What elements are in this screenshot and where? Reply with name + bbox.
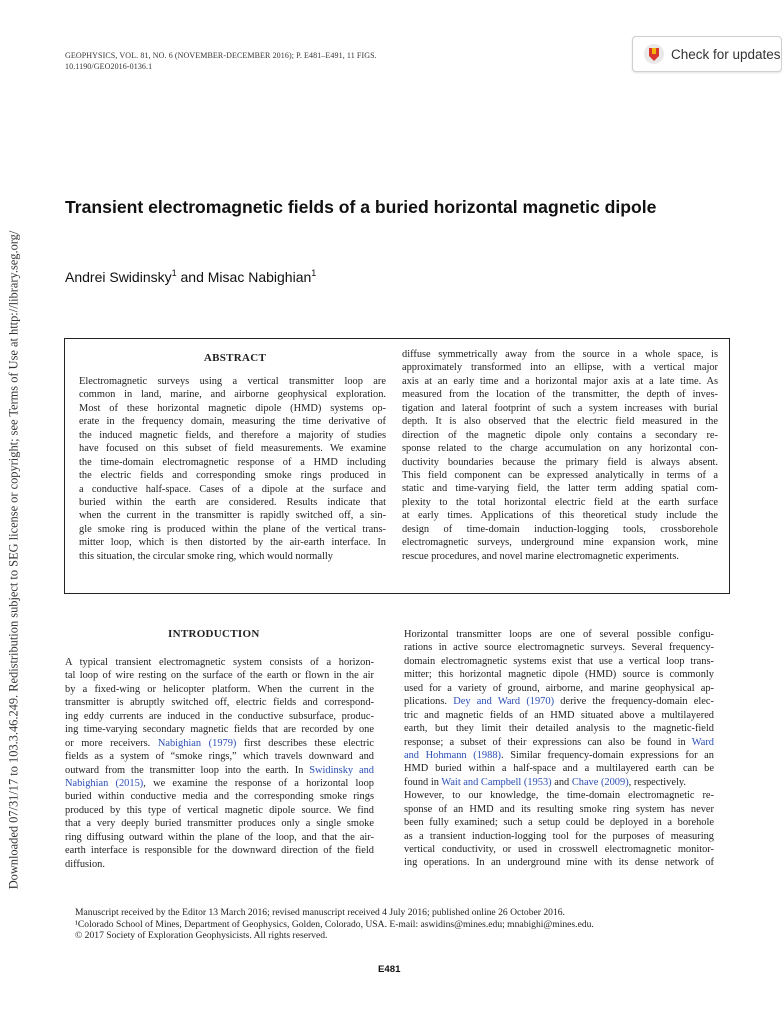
text-line: ductivity boundaries because the primary field is always absent. [402, 456, 718, 468]
text-line: design of time-domain induction-logging tools, crossborehole [402, 523, 718, 535]
text-fragment: ing eddy currents are induced in the conductive subsurface, produc- [65, 710, 374, 722]
text-line [404, 668, 714, 681]
copyright-notice: © 2017 Society of Exploration Geophysicists. All rights reserved. [75, 930, 328, 942]
text-line [65, 858, 374, 871]
text-fragment: tric and magnetic fields of an HMD situated above a multilayered [404, 709, 714, 721]
text-line [65, 804, 374, 817]
text-line [404, 749, 714, 762]
text-line: This field component can be expressed analytically in terms of a [402, 469, 718, 481]
text-fragment: HMD buried within a half-space and a multilayered earth can be [404, 763, 714, 775]
text-fragment: earth, but they limit their detailed analysis to the magnetic-field [404, 723, 714, 735]
text-line [404, 803, 714, 816]
text-line [404, 736, 714, 749]
text-line: sponse related to the charge accumulation on any horizontal con- [402, 443, 718, 455]
check-for-updates-label: Check for updates [671, 46, 781, 62]
text-line [404, 695, 714, 708]
manuscript-dates: Manuscript received by the Editor 13 March 2016; revised manuscript received 4 July 2016; published online 26 October 2016. [75, 907, 565, 918]
text-fragment: A typical transient electromagnetic system consists of a horizon- [65, 657, 374, 668]
text-fragment: ing operations. In an underground mine with its dense network of [404, 857, 714, 869]
text-fragment: derive the frequency-domain elec- [554, 696, 714, 708]
section-heading-introduction: INTRODUCTION [168, 628, 260, 640]
text-line: measured from the location of the transmitter, the depth of inves- [402, 389, 718, 401]
text-line [65, 817, 374, 830]
text-line: Most of these horizontal magnetic dipole (HMD) systems op- [79, 402, 386, 414]
journal-citation: GEOPHYSICS, VOL. 81, NO. 6 (NOVEMBER-DECEMBER 2016); P. E481–E491, 11 FIGS. [65, 51, 377, 60]
text-line: common in land, marine, and airborne geophysical exploration. [79, 389, 386, 401]
text-fragment: used for a variety of ground, airborne, and marine geophysical ap- [404, 682, 714, 694]
text-line [65, 750, 374, 763]
text-fragment: buried within conductive media and the corresponding smoke rings [65, 791, 374, 803]
text-line [65, 683, 374, 696]
text-fragment: or more receivers. [65, 737, 158, 749]
abstract-right-column [402, 348, 718, 563]
text-line [65, 844, 374, 857]
text-line: electromagnetic surveys, underground mine expansion work, mine [402, 537, 718, 549]
text-fragment: However, to our knowledge, the time-domain electromagnetic re- [404, 790, 714, 802]
text-line [404, 762, 714, 775]
check-for-updates-button[interactable] [632, 36, 782, 72]
text-line [65, 737, 374, 750]
citation-link[interactable]: Nabighian (2015) [65, 777, 144, 789]
citation-link[interactable]: Chave (2009) [571, 776, 629, 788]
text-line: the electric fields and corresponding smoke rings produced in [79, 470, 386, 482]
abstract-heading: ABSTRACT [203, 352, 267, 364]
text-line: a conductive half-space. Cases of a dipole at the surface and [79, 483, 386, 495]
text-line: have focused on this subset of field measurements. We examine [79, 443, 386, 455]
text-line: direction of the magnetic dipole only contains a secondary re- [402, 429, 718, 441]
text-line: tigation and lateral footprint of such a system increases with burial [402, 402, 718, 414]
text-fragment: diffusion. [65, 858, 105, 870]
text-line [404, 682, 714, 695]
text-fragment: tal loop of wire resting on the surface of the earth or flown in the air [65, 670, 374, 682]
text-line: mitter loop, which is then distorted by the air-earth interface. In [79, 537, 386, 549]
text-line: the time-domain electromagnetic response of a HMD including [79, 456, 386, 468]
author-name: Misac Nabighian [207, 269, 312, 285]
text-line [404, 655, 714, 668]
text-line [65, 777, 374, 790]
text-line: plexity to the total horizontal electric field at the earth surface [402, 496, 718, 508]
page-number: E481 [378, 964, 401, 975]
text-line [404, 776, 714, 789]
citation-link[interactable]: Dey and Ward (1970) [453, 696, 555, 708]
paper-title: Transient electromagnetic fields of a buried horizontal magnetic dipole [65, 197, 657, 217]
text-fragment: and [551, 776, 572, 788]
text-fragment: that a very deeply buried transmitter produces only a single smoke [65, 818, 374, 830]
text-fragment: found in [404, 776, 442, 788]
text-line: erate in the frequency domain, measuring the time derivative of [79, 416, 386, 428]
crossmark-icon [643, 43, 665, 65]
author-affiliation-mark: 1 [171, 268, 177, 278]
text-fragment: mitter; this horizontal magnetic dipole (HMD) source is commonly [404, 669, 714, 681]
text-line [404, 709, 714, 722]
text-line: approximately transformed into an ellipse, with a vertical major [402, 362, 718, 374]
text-line [404, 816, 714, 829]
text-fragment: first describes these electric [236, 737, 374, 749]
text-line [65, 723, 374, 736]
text-fragment: ing time-varying secondary magnetic fields that are recorded by one [65, 724, 374, 736]
text-fragment: as a transient induction-logging tool for the purposes of measuring [404, 830, 714, 842]
text-line [404, 856, 714, 869]
text-line [65, 790, 374, 803]
text-fragment: , respectively. [628, 776, 686, 788]
journal-doi: 10.1190/GEO2016-0136.1 [65, 62, 153, 71]
text-fragment: sponse of an HMD and its resulting smoke ring system has never [404, 803, 714, 815]
citation-link[interactable]: Ward [691, 736, 714, 748]
text-fragment: earth interface is responsible for the downward direction of the field [65, 845, 374, 857]
introduction-right-column [404, 628, 714, 870]
text-fragment: Horizontal transmitter loops are one of several possible configu- [404, 629, 714, 640]
text-line: Electromagnetic surveys using a vertical transmitter loop are [79, 376, 386, 387]
text-line: axis at an early time and a horizontal major axis at a late time. As [402, 375, 718, 387]
author-joiner: and [176, 269, 208, 285]
text-fragment: . Similar frequency-domain expressions for an [500, 749, 714, 761]
text-line [65, 710, 374, 723]
text-line [65, 669, 374, 682]
text-line [65, 764, 374, 777]
text-fragment: vertical conductivity, or used in crosswell electromagnetic monitor- [404, 844, 714, 855]
text-line [65, 696, 374, 709]
text-fragment: transmitter is abruptly switched off, electric fields and correspond- [65, 697, 374, 709]
citation-link[interactable]: Swidinsky and [309, 764, 374, 776]
text-fragment: plications. [404, 696, 454, 708]
author-name: Andrei Swidinsky [65, 269, 172, 285]
author-affiliation-mark: 1 [311, 268, 317, 278]
text-line: buried within the earth are considered. Results indicate that [79, 496, 386, 508]
text-line: this situation, the circular smoke ring, which would normally [79, 550, 333, 562]
abstract-left-column [79, 375, 386, 563]
text-fragment: produced by this type of vertical magnetic dipole source. We find [65, 804, 374, 816]
introduction-left-column [65, 656, 374, 871]
text-line: diffuse symmetrically away from the source in a whole space, is [402, 349, 718, 360]
text-line [404, 641, 714, 654]
text-line: rescue procedures, and novel marine electromagnetic experiments. [402, 550, 679, 562]
text-line [404, 789, 714, 802]
text-fragment: outward from the transmitter loop into the earth. In [65, 764, 310, 776]
text-fragment: been fully examined; such a setup could be deployed in a borehole [404, 817, 714, 829]
text-fragment: fields as a system of “smoke rings,” which travels downward and [65, 751, 374, 763]
text-line: static and time-varying field, the latter term adding spatial com- [402, 483, 718, 495]
text-line [404, 722, 714, 735]
text-fragment: response; a subset of their expressions can also be found in [404, 736, 692, 748]
text-line: the induced magnetic fields, and therefore a majority of studies [79, 429, 386, 441]
text-line: depth. It is also observed that the electric field measured in the [402, 416, 718, 428]
text-line [65, 656, 374, 669]
abstract-box [64, 338, 730, 594]
author-affiliation: ¹Colorado School of Mines, Department of Geophysics, Golden, Colorado, USA. E-mail: aswidins@mines.edu; mnabighi@mines.edu. [75, 918, 594, 930]
text-line [404, 830, 714, 843]
text-line: gle smoke ring is produced within the plane of the vertical trans- [79, 523, 386, 535]
citation-link[interactable]: and Hohmann (1988) [404, 749, 501, 761]
text-line: at early times. Applications of this theoretical study include the [402, 510, 718, 522]
text-fragment: ring diffusing outward within the plane of the loop, and that the air- [65, 831, 374, 843]
text-fragment: domain electromagnetic systems exist that use a vertical loop trans- [404, 655, 714, 667]
text-line [65, 831, 374, 844]
text-fragment: rations in active source electromagnetic surveys. Several frequency- [404, 642, 714, 654]
citation-link[interactable]: Nabighian (1979) [157, 737, 237, 749]
citation-link[interactable]: Wait and Campbell (1953) [441, 776, 552, 788]
text-line: when the current in the transmitter is rapidly switched off, a sin- [79, 510, 386, 522]
journal-header [65, 50, 377, 72]
author-list [65, 268, 316, 285]
text-fragment: by a fixed-wing or helicopter platform. When the current in the [65, 683, 374, 695]
text-fragment: , we examine the response of a horizontal loop [143, 777, 374, 789]
text-line [404, 843, 714, 856]
footnotes [75, 907, 715, 942]
text-line [404, 628, 714, 641]
download-watermark: Downloaded 07/31/17 to 103.3.46.249. Redistribution subject to SEG license or copyright; see Terms of Use at http://library.seg.org/ [6, 230, 21, 890]
